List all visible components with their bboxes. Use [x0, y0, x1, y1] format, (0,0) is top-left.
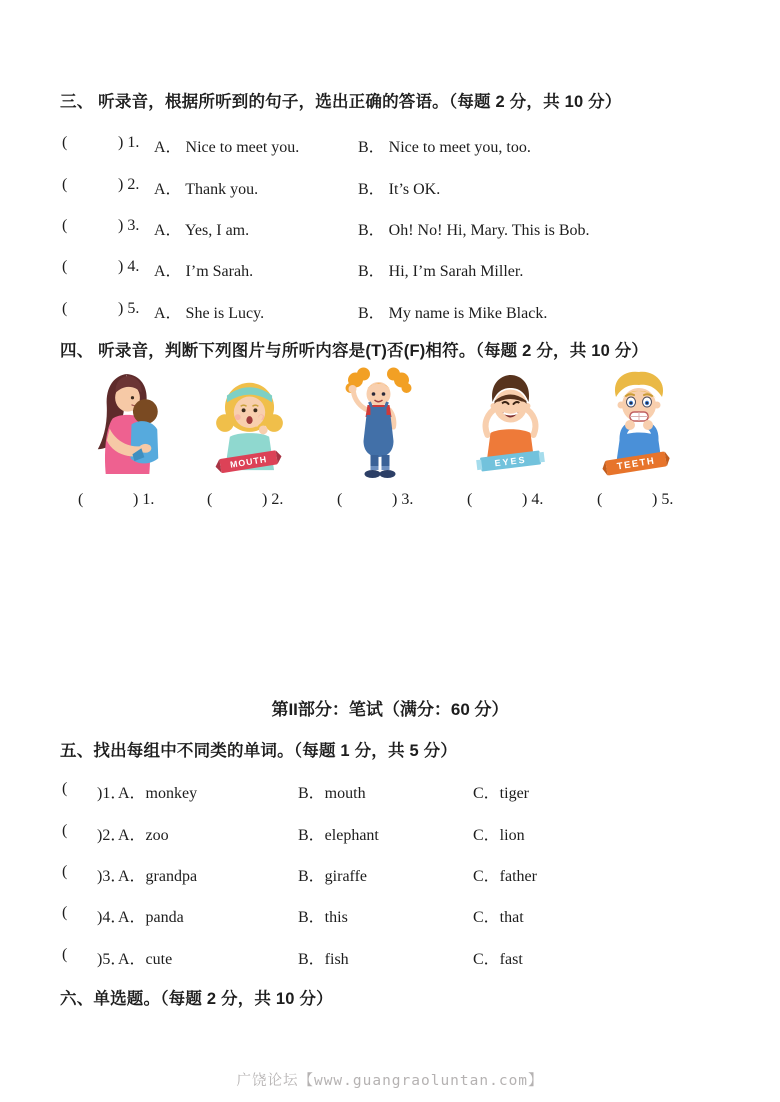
paren-open: ( — [62, 822, 68, 839]
picture-number: ) 2. — [262, 491, 284, 508]
question-number: ) 5. — [118, 300, 140, 317]
paren-open: ( — [597, 491, 603, 508]
picture-number: ) 4. — [522, 491, 544, 508]
question-number: )3． — [97, 868, 127, 885]
picture-girl-waving — [342, 367, 418, 483]
paren-open: ( — [467, 491, 473, 508]
picture-number: ) 5. — [652, 491, 674, 508]
option-c: C．father — [473, 868, 537, 885]
paren-open: ( — [62, 863, 68, 880]
option-a: A．zoo — [118, 827, 169, 844]
option-b: B． Oh! No! Hi, Mary. This is Bob. — [358, 222, 590, 239]
question-number: )2． — [97, 827, 127, 844]
part2-title: 第II部分：笔试（满分：60 分） — [271, 700, 509, 719]
option-a: A．grandpa — [118, 868, 198, 885]
paren-open: ( — [62, 134, 68, 151]
question-number: ) 4. — [118, 258, 140, 275]
picture-girl-pointing-mouth — [207, 372, 293, 478]
picture-number: ) 3. — [392, 491, 414, 508]
footer-watermark: 广饶论坛【www.guangraoluntan.com】 — [236, 1073, 544, 1089]
mother-hugging-child-icon — [82, 369, 178, 481]
option-c: C．tiger — [473, 785, 529, 802]
option-a: A．panda — [118, 909, 184, 926]
option-b: B．elephant — [298, 827, 379, 844]
option-b: B．mouth — [298, 785, 366, 802]
option-b: B．this — [298, 909, 348, 926]
girl-waving-icon — [342, 367, 418, 483]
paren-open: ( — [78, 491, 84, 508]
section6-heading: 六、单选题。（每题 2 分，共 10 分） — [60, 990, 333, 1008]
section5-heading: 五、找出每组中不同类的单词。（每题 1 分，共 5 分） — [60, 742, 458, 760]
option-c: C．lion — [473, 827, 525, 844]
paren-open: ( — [337, 491, 343, 508]
question-number: )4． — [97, 909, 127, 926]
teeth-banner-label: TEETH — [616, 455, 657, 473]
option-a: A． She is Lucy. — [154, 305, 265, 322]
question-number: )5． — [97, 951, 127, 968]
picture-number: ) 1. — [133, 491, 155, 508]
paren-open: ( — [62, 217, 68, 234]
option-a: A． Nice to meet you. — [154, 139, 300, 156]
paren-open: ( — [62, 176, 68, 193]
option-b: B． Nice to meet you, too. — [358, 139, 531, 156]
paren-open: ( — [62, 258, 68, 275]
option-a: A．monkey — [118, 785, 198, 802]
girl-pointing-mouth-icon — [207, 372, 293, 478]
question-number: ) 2. — [118, 176, 140, 193]
eyes-banner-label: EYES — [494, 454, 528, 469]
question-number: )1． — [97, 785, 127, 802]
question-number: ) 1. — [118, 134, 140, 151]
picture-mother-hugging-child — [82, 369, 178, 481]
paren-open: ( — [62, 904, 68, 921]
question-number: ) 3. — [118, 217, 140, 234]
paren-open: ( — [62, 946, 68, 963]
section3-heading: 三、 听录音，根据所听到的句子，选出正确的答语。（每题 2 分，共 10 分） — [60, 93, 622, 111]
picture-boy-pointing-eyes — [467, 371, 553, 479]
option-b: B． Hi, I’m Sarah Miller. — [358, 263, 524, 280]
paren-open: ( — [62, 780, 68, 797]
mouth-banner-label: MOUTH — [229, 454, 268, 470]
section4-heading: 四、 听录音，判断下列图片与所听内容是(T)否(F)相符。（每题 2 分，共 10 分） — [60, 342, 649, 360]
boy-showing-teeth-icon — [599, 369, 679, 481]
option-a: A． Thank you. — [154, 181, 259, 198]
option-c: C．that — [473, 909, 524, 926]
option-b: B．giraffe — [298, 868, 368, 885]
boy-pointing-eyes-icon — [467, 371, 553, 479]
option-b: B． My name is Mike Black. — [358, 305, 548, 322]
option-c: C．fast — [473, 951, 523, 968]
paren-open: ( — [207, 491, 213, 508]
picture-boy-showing-teeth — [599, 369, 679, 481]
option-b: B．fish — [298, 951, 349, 968]
option-a: A．cute — [118, 951, 173, 968]
option-b: B． It’s OK. — [358, 181, 441, 198]
option-a: A． Yes, I am. — [154, 222, 250, 239]
option-a: A． I’m Sarah. — [154, 263, 254, 280]
paren-open: ( — [62, 300, 68, 317]
